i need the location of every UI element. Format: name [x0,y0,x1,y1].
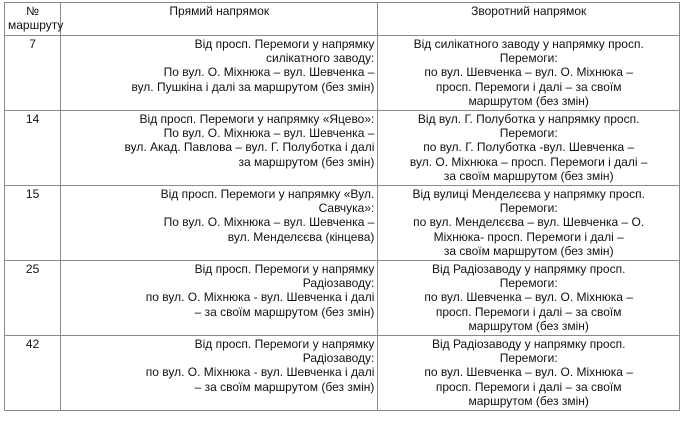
forward-line: вул. Пушкіна і далі за маршрутом (без змін) [131,79,375,94]
table-row [5,336,680,411]
reverse-line: по вул. Шевченка – вул. О. Міхнюка – [424,365,633,380]
reverse-line: маршрутом (без змін) [468,393,589,408]
forward-line: по вул. О. Міхнюка - вул. Шевченка і далі [145,290,375,305]
reverse-line: по вул. Г. Полуботка -вул. Шевченка – [423,140,635,155]
reverse-direction-cell [378,261,680,336]
route-number-cell: 14 [5,111,61,186]
route-number-header-line1: № [26,4,40,18]
reverse-line: по вул. Шевченка – вул. О. Міхнюка – [424,290,633,305]
table-row [5,111,680,186]
reverse-line: Від вулиці Менделєєва у напрямку просп. [412,187,645,201]
reverse-line: просп. Перемоги і далі – за своїм [435,79,622,94]
route-number-cell: 42 [5,336,61,411]
route-number-cell: 25 [5,261,61,336]
reverse-line: Від Радіозаводу у напрямку просп. [431,262,626,276]
forward-direction-cell [61,336,378,411]
reverse-direction-header: Зворотний напрямок [378,3,680,36]
reverse-line: за своїм маршрутом (без змін) [443,243,614,258]
forward-direction-cell [61,111,378,186]
reverse-direction-cell [378,111,680,186]
reverse-line: Від вул. Г. Полуботка у напрямку просп. [417,112,640,126]
forward-line: силікатного заводу: [266,51,375,66]
forward-direction-cell [61,36,378,111]
reverse-line: Від силікатного заводу у напрямку просп. [413,37,644,51]
reverse-line: Перемоги: [499,351,558,366]
forward-line: – за своїм маршрутом (без змін) [194,304,375,319]
forward-line: Радіозаводу: [302,276,375,291]
forward-line: Від просп. Перемоги у напрямку [194,337,375,351]
forward-line: По вул. О. Міхнюка – вул. Шевченка – [163,65,375,80]
forward-direction-cell [61,261,378,336]
reverse-line: Перемоги: [499,126,558,141]
reverse-line: Перемоги: [499,276,558,291]
reverse-line: Міхнюка- просп. Перемоги і далі – [433,229,624,244]
forward-direction-header: Прямий напрямок [61,3,378,36]
route-number-cell: 15 [5,186,61,261]
reverse-line: по вул. Шевченка – вул. О. Міхнюка – [424,65,633,80]
reverse-line: маршрутом (без змін) [468,318,589,333]
forward-line: Від просп. Перемоги у напрямку [194,37,375,51]
forward-line: вул. Менделєєва (кінцева) [227,229,375,244]
route-number-header [5,3,64,36]
forward-line: по вул. О. Міхнюка - вул. Шевченка і далі [145,365,375,380]
forward-line: Савчука»: [318,201,375,216]
reverse-line: за своїм маршрутом (без змін) [443,168,614,183]
route-number-cell: 7 [5,36,61,111]
reverse-line: Від Радіозаводу у напрямку просп. [431,337,626,351]
forward-line: за маршрутом (без змін) [238,154,375,169]
forward-line: Від просп. Перемоги у напрямку «Яцево»: [139,112,375,126]
reverse-line: Перемоги: [499,201,558,216]
reverse-line: маршрутом (без змін) [468,93,589,108]
forward-line: Від просп. Перемоги у напрямку [194,262,375,276]
forward-line: По вул. О. Міхнюка – вул. Шевченка – [163,215,375,230]
forward-line: По вул. О. Міхнюка – вул. Шевченка – [163,126,375,141]
reverse-line: вул. О. Міхнюка – просп. Перемоги і далі – [409,154,648,169]
forward-line: Радіозаводу: [302,351,375,366]
table-row [5,36,680,111]
reverse-line: просп. Перемоги і далі – за своїм [435,304,622,319]
table-header-row [5,3,680,36]
forward-direction-cell [61,186,378,261]
forward-line: Від просп. Перемоги у напрямку «Вул. [160,187,375,201]
table-row [5,261,680,336]
reverse-line: Перемоги: [499,51,558,66]
route-changes-table [4,2,680,411]
reverse-line: по вул. Менделєєва – вул. Шевченка – О. [413,215,645,230]
reverse-direction-cell [378,336,680,411]
forward-line: вул. Акад. Павлова – вул. Г. Полуботка і далі [124,140,375,155]
table-row [5,186,680,261]
route-number-header-line2: маршруту [8,18,64,33]
reverse-direction-cell [378,186,680,261]
reverse-direction-cell [378,36,680,111]
forward-line: – за своїм маршрутом (без змін) [194,379,375,394]
reverse-line: просп. Перемоги і далі – за своїм [435,379,622,394]
